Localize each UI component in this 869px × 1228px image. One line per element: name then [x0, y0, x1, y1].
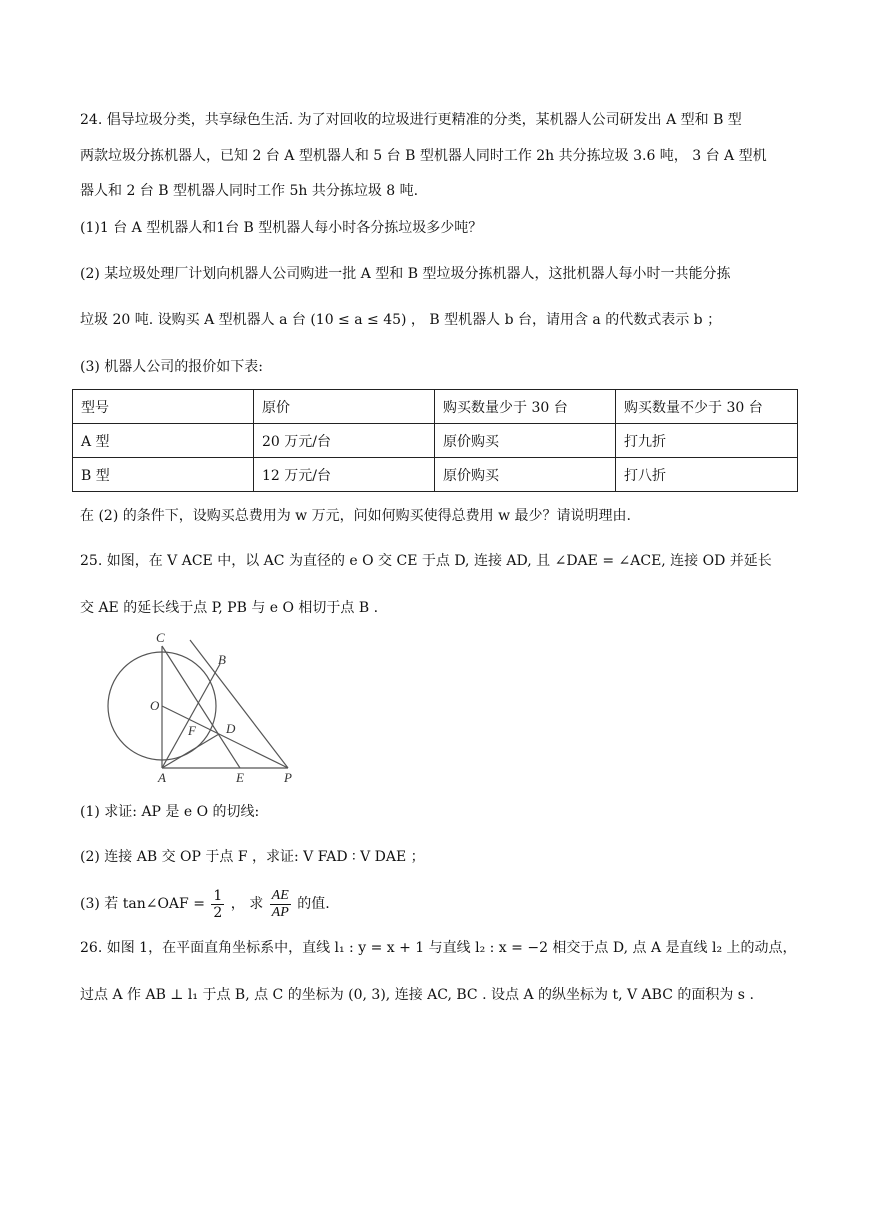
q25-part-1: (1) 求证: AP 是 e O 的切线:	[80, 804, 260, 820]
table-cell: B 型	[73, 458, 254, 492]
q26-line-2: 过点 A 作 AB ⊥ l₁ 于点 B, 点 C 的坐标为 (0, 3), 连接 AC, BC . 设点 A 的纵坐标为 t, V ABC 的面积为 s .	[80, 987, 754, 1003]
q24-after-table: 在 (2) 的条件下，设购买总费用为 w 万元，问如何购买使得总费用 w 最少？请说明理由.	[80, 508, 631, 524]
table-header-cell: 原价	[254, 390, 435, 424]
table-cell: 原价购买	[435, 424, 616, 458]
table-cell: A 型	[73, 424, 254, 458]
q25-line-1: 25. 如图，在 V ACE 中，以 AC 为直径的 e O 交 CE 于点 D, 连接 AD, 且 ∠DAE = ∠ACE, 连接 OD 并延长	[80, 553, 772, 569]
label-b: B	[218, 652, 226, 667]
table-row	[73, 458, 798, 492]
q25-part-3-mid: ， 求	[230, 896, 264, 912]
q24-line-2: 两款垃圾分拣机器人，已知 2 台 A 型机器人和 5 台 B 型机器人同时工作 2h 共分拣垃圾 3.6 吨， 3 台 A 型机	[80, 148, 767, 164]
q25-part-3	[80, 885, 797, 923]
fraction-ae-ap	[270, 888, 291, 921]
q25-part-3-pre: (3) 若 tan∠OAF =	[80, 896, 205, 912]
table-header-cell: 购买数量少于 30 台	[435, 390, 616, 424]
fraction-numerator: AE	[271, 887, 289, 903]
table-cell: 原价购买	[435, 458, 616, 492]
q24-part-3: (3) 机器人公司的报价如下表:	[80, 359, 263, 375]
fraction-numerator: 1	[213, 887, 223, 904]
table-cell: 打八折	[616, 458, 798, 492]
fraction-one-half	[211, 888, 224, 921]
fraction-denominator: 2	[213, 904, 223, 921]
tangent-pb	[190, 640, 288, 768]
table-header-cell: 购买数量不少于 30 台	[616, 390, 798, 424]
q24-part-2b: 垃圾 20 吨. 设购买 A 型机器人 a 台 (10 ≤ a ≤ 45) ， B 型机器人 b 台，请用含 a 的代数式表示 b ；	[80, 312, 722, 328]
q25-line-2: 交 AE 的延长线于点 P, PB 与 e O 相切于点 B .	[80, 600, 379, 616]
line-ab	[162, 664, 220, 768]
label-d: D	[226, 721, 236, 736]
fraction-denominator: AP	[271, 904, 289, 920]
q24-part-1: (1)1 台 A 型机器人和1台 B 型机器人每小时各分拣垃圾多少吨？	[80, 220, 483, 236]
q24-part-2a: (2) 某垃圾处理厂计划向机器人公司购进一批 A 型和 B 型垃圾分拣机器人，这批机器人每小时一共能分拣	[80, 266, 731, 282]
table-header-cell: 型号	[73, 390, 254, 424]
q25-part-3-post: 的值.	[297, 896, 330, 912]
table-cell: 打九折	[616, 424, 798, 458]
label-e: E	[236, 770, 244, 785]
q26-line-1: 26. 如图 1，在平面直角坐标系中，直线 l₁ : y = x + 1 与直线 l₂ : x = −2 相交于点 D, 点 A 是直线 l₂ 上的动点，	[80, 940, 797, 956]
table-cell: 20 万元/台	[254, 424, 435, 458]
label-c: C	[156, 630, 165, 645]
line-ad	[162, 734, 219, 768]
label-p: P	[284, 770, 292, 785]
q24-line-3: 器人和 2 台 B 型机器人同时工作 5h 共分拣垃圾 8 吨.	[80, 183, 419, 199]
label-f: F	[188, 723, 196, 738]
q25-part-2: (2) 连接 AB 交 OP 于点 F ，求证: V FAD ∶ V DAE ；	[80, 849, 425, 865]
price-table-header-row	[73, 390, 798, 424]
table-row	[73, 424, 798, 458]
geometry-figure	[100, 630, 310, 785]
line-op	[162, 706, 288, 768]
label-o: O	[150, 698, 160, 713]
q24-line-1: 24. 倡导垃圾分类，共享绿色生活. 为了对回收的垃圾进行更精准的分类，某机器人公司研发出 A 型和 B 型	[80, 112, 742, 128]
table-cell: 12 万元/台	[254, 458, 435, 492]
price-table	[72, 389, 798, 492]
line-ce	[162, 646, 240, 768]
label-a: A	[158, 770, 166, 785]
